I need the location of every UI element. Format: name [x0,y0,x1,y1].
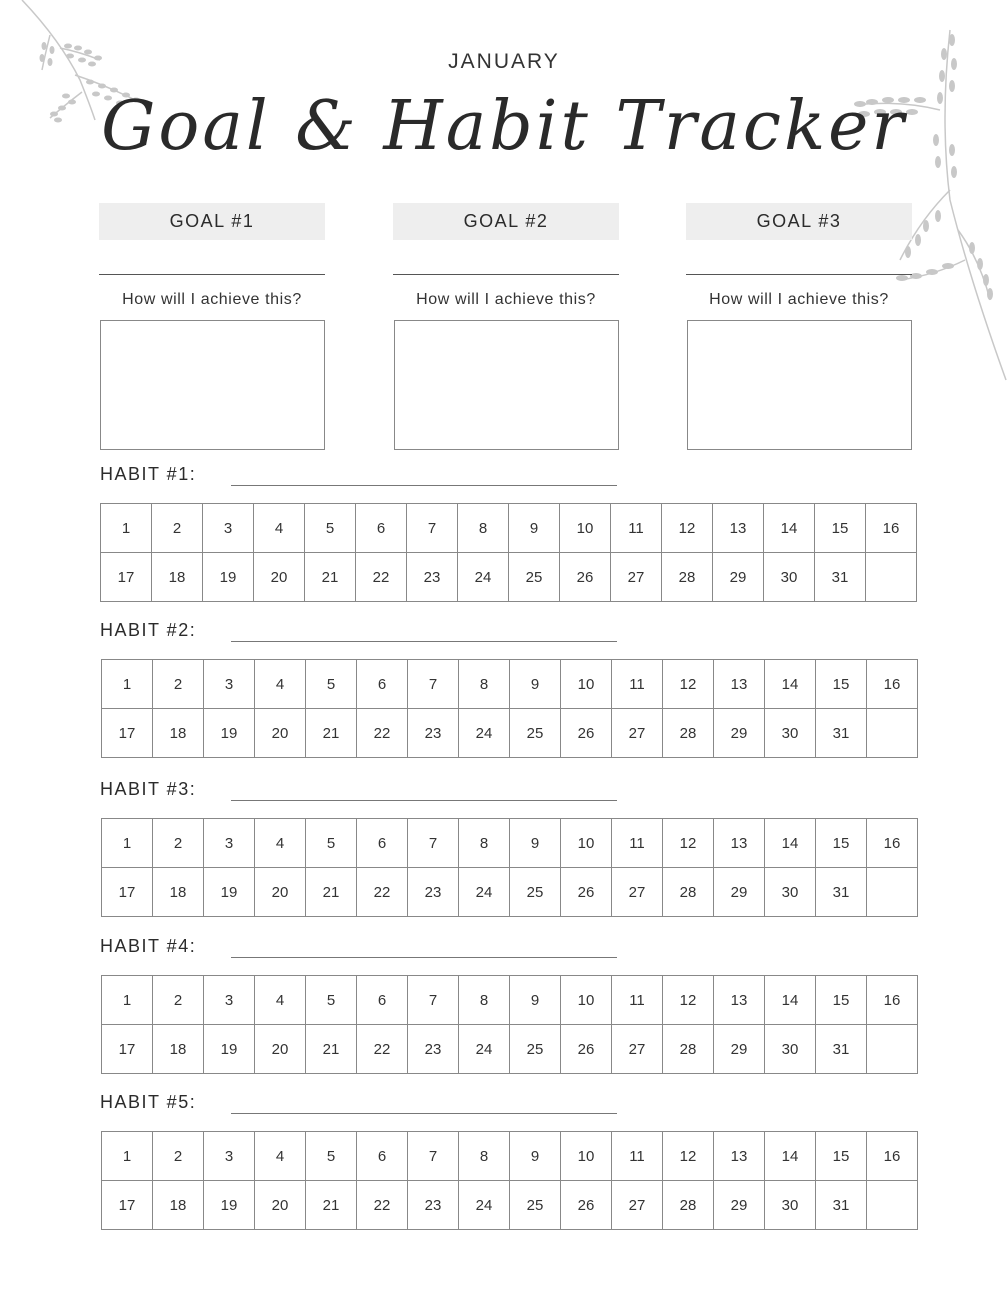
habit-label: HABIT #3: [100,779,197,799]
day-cell[interactable]: 18 [153,1025,204,1074]
day-cell[interactable]: 20 [255,1181,306,1230]
day-cell[interactable]: 25 [509,553,560,602]
day-cell[interactable]: 19 [204,868,255,917]
day-cell[interactable]: 23 [408,1025,459,1074]
day-cell[interactable]: 30 [764,553,815,602]
day-cell[interactable]: 15 [816,819,867,868]
day-cell[interactable]: 8 [459,976,510,1025]
day-cell[interactable]: 16 [867,660,918,709]
day-cell[interactable]: 10 [561,976,612,1025]
day-grid-row [102,868,918,917]
day-cell[interactable]: 5 [306,976,357,1025]
day-cell[interactable]: 8 [459,660,510,709]
day-cell[interactable]: 27 [612,1181,663,1230]
day-cell[interactable]: 13 [713,504,764,553]
day-cell[interactable]: 13 [714,819,765,868]
day-cell[interactable]: 20 [255,1025,306,1074]
day-cell[interactable]: 30 [765,1181,816,1230]
habit-label: HABIT #4: [100,936,197,956]
day-cell[interactable]: 2 [153,1132,204,1181]
day-cell[interactable]: 6 [357,819,408,868]
day-cell[interactable]: 31 [815,553,866,602]
goal-question: How will I achieve this? [122,291,302,308]
day-cell[interactable]: 26 [561,1181,612,1230]
day-cell[interactable]: 10 [561,819,612,868]
habit-4-day-grid [101,975,918,1074]
day-cell[interactable]: 8 [459,1132,510,1181]
day-cell[interactable]: 25 [510,1025,561,1074]
day-cell[interactable]: 6 [357,1132,408,1181]
day-cell[interactable]: 21 [305,553,356,602]
day-cell[interactable]: 16 [867,976,918,1025]
goal-plan-box[interactable] [100,320,325,450]
day-cell[interactable]: 28 [663,868,714,917]
habit-2-day-grid [101,659,918,758]
day-cell[interactable]: 29 [713,553,764,602]
day-cell[interactable]: 13 [714,976,765,1025]
day-cell[interactable]: 26 [561,709,612,758]
day-cell[interactable]: 8 [458,504,509,553]
goal-plan-box[interactable] [687,320,912,450]
day-cell[interactable]: 28 [663,1025,714,1074]
day-cell[interactable]: 26 [561,868,612,917]
day-cell[interactable]: 13 [714,1132,765,1181]
day-cell[interactable]: 5 [306,819,357,868]
day-cell[interactable]: 20 [255,868,306,917]
day-cell[interactable]: 2 [153,819,204,868]
day-cell[interactable]: 7 [408,1132,459,1181]
day-cell[interactable]: 30 [765,868,816,917]
day-cell[interactable]: 19 [204,1025,255,1074]
day-cell[interactable]: 17 [102,868,153,917]
day-cell[interactable]: 29 [714,868,765,917]
day-cell[interactable]: 9 [510,1132,561,1181]
day-cell[interactable]: 6 [357,976,408,1025]
day-cell[interactable]: 18 [153,709,204,758]
day-cell[interactable]: 17 [102,709,153,758]
day-cell[interactable]: 22 [356,553,407,602]
day-cell[interactable]: 4 [255,976,306,1025]
day-cell[interactable]: 9 [509,504,560,553]
day-cell[interactable]: 24 [458,553,509,602]
day-cell[interactable]: 7 [407,504,458,553]
day-cell[interactable]: 14 [765,660,816,709]
day-cell[interactable]: 11 [612,660,663,709]
day-cell[interactable]: 11 [612,1132,663,1181]
day-cell[interactable]: 17 [102,1181,153,1230]
day-cell[interactable]: 14 [765,819,816,868]
day-cell[interactable]: 2 [153,976,204,1025]
goal-question: How will I achieve this? [416,291,596,308]
day-cell[interactable]: 8 [459,819,510,868]
day-cell[interactable]: 26 [560,553,611,602]
day-cell[interactable]: 10 [561,660,612,709]
goal-write-line[interactable] [686,274,912,275]
day-cell[interactable]: 15 [816,1132,867,1181]
day-cell[interactable]: 28 [663,709,714,758]
habit-write-line[interactable] [231,485,617,486]
goal-plan-box[interactable] [394,320,619,450]
habit-label: HABIT #5: [100,1092,197,1112]
day-cell[interactable]: 27 [612,868,663,917]
day-cell[interactable]: 23 [408,709,459,758]
day-grid-row [102,1132,918,1181]
day-cell[interactable]: 31 [816,868,867,917]
habit-3-day-grid [101,818,918,917]
day-cell[interactable] [867,1025,918,1074]
day-cell[interactable]: 16 [867,819,918,868]
day-cell[interactable]: 14 [765,1132,816,1181]
day-cell[interactable]: 17 [101,553,152,602]
day-cell[interactable] [866,553,917,602]
day-cell[interactable]: 11 [612,976,663,1025]
day-cell[interactable]: 12 [663,819,714,868]
day-cell[interactable]: 5 [306,1132,357,1181]
day-cell[interactable]: 2 [153,660,204,709]
day-cell[interactable]: 25 [510,1181,561,1230]
day-cell[interactable] [867,868,918,917]
day-cell[interactable]: 24 [459,709,510,758]
day-cell[interactable]: 3 [204,976,255,1025]
day-cell[interactable]: 9 [510,819,561,868]
day-cell[interactable]: 31 [816,1181,867,1230]
day-cell[interactable]: 1 [101,504,152,553]
day-cell[interactable]: 4 [255,1132,306,1181]
habit-label: HABIT #1: [100,464,197,484]
page-title: Goal & Habit Tracker [101,87,907,166]
day-cell[interactable] [867,709,918,758]
day-cell[interactable]: 19 [204,709,255,758]
day-cell[interactable]: 1 [102,1132,153,1181]
day-cell[interactable]: 26 [561,1025,612,1074]
habit-write-line[interactable] [231,957,617,958]
day-cell[interactable]: 7 [408,660,459,709]
day-cell[interactable]: 4 [255,819,306,868]
habit-label: HABIT #2: [100,620,197,640]
day-cell[interactable]: 18 [152,553,203,602]
day-cell[interactable]: 4 [254,504,305,553]
day-cell[interactable]: 23 [408,868,459,917]
day-cell[interactable]: 29 [714,1025,765,1074]
day-cell[interactable]: 12 [662,504,713,553]
day-cell[interactable]: 5 [305,504,356,553]
day-cell[interactable]: 27 [612,709,663,758]
day-cell[interactable]: 19 [204,1181,255,1230]
goal-question: How will I achieve this? [709,291,889,308]
day-cell[interactable]: 22 [357,709,408,758]
goal-card-1 [99,203,325,450]
day-cell[interactable]: 5 [306,660,357,709]
day-cell[interactable]: 4 [255,660,306,709]
day-cell[interactable]: 11 [611,504,662,553]
goal-card-2 [393,203,619,450]
goal-heading: GOAL #3 [686,203,912,240]
day-grid-row [101,553,917,602]
day-cell[interactable]: 20 [255,709,306,758]
day-cell[interactable]: 22 [357,1025,408,1074]
day-cell[interactable]: 11 [612,819,663,868]
day-cell[interactable]: 3 [204,819,255,868]
goal-write-line[interactable] [393,274,619,275]
day-cell[interactable]: 29 [714,709,765,758]
day-cell[interactable]: 29 [714,1181,765,1230]
day-cell[interactable]: 27 [612,1025,663,1074]
day-cell[interactable]: 27 [611,553,662,602]
day-cell[interactable]: 28 [663,1181,714,1230]
habit-5-day-grid [101,1131,918,1230]
day-cell[interactable]: 23 [408,1181,459,1230]
day-cell[interactable]: 21 [306,1025,357,1074]
day-cell[interactable]: 21 [306,1181,357,1230]
day-cell[interactable]: 28 [662,553,713,602]
day-cell[interactable]: 14 [765,976,816,1025]
day-cell[interactable]: 7 [408,976,459,1025]
day-cell[interactable]: 3 [204,1132,255,1181]
day-cell[interactable]: 24 [459,1181,510,1230]
day-cell[interactable]: 22 [357,1181,408,1230]
day-cell[interactable]: 9 [510,660,561,709]
day-cell[interactable]: 3 [204,660,255,709]
habit-1-day-grid [100,503,917,602]
day-grid-row [102,709,918,758]
habit-write-line[interactable] [231,800,617,801]
day-cell[interactable]: 15 [815,504,866,553]
day-cell[interactable]: 16 [867,1132,918,1181]
day-cell[interactable]: 16 [866,504,917,553]
day-cell[interactable]: 10 [561,1132,612,1181]
day-cell[interactable]: 12 [663,976,714,1025]
day-grid-row [102,660,918,709]
day-cell[interactable]: 9 [510,976,561,1025]
habit-write-line[interactable] [231,641,617,642]
day-cell[interactable]: 24 [459,1025,510,1074]
day-cell[interactable]: 18 [153,868,204,917]
day-cell[interactable]: 25 [510,868,561,917]
day-cell[interactable]: 6 [356,504,407,553]
day-cell[interactable]: 21 [306,868,357,917]
goal-heading: GOAL #2 [393,203,619,240]
day-cell[interactable]: 12 [663,1132,714,1181]
day-cell[interactable]: 6 [357,660,408,709]
day-cell[interactable]: 17 [102,1025,153,1074]
day-cell[interactable]: 30 [765,709,816,758]
day-cell[interactable]: 10 [560,504,611,553]
day-cell[interactable]: 30 [765,1025,816,1074]
day-cell[interactable]: 1 [102,976,153,1025]
day-cell[interactable]: 13 [714,660,765,709]
day-cell[interactable]: 31 [816,709,867,758]
day-grid-row [102,819,918,868]
day-cell[interactable]: 7 [408,819,459,868]
day-grid-row [101,504,917,553]
day-cell[interactable]: 1 [102,660,153,709]
day-cell[interactable]: 31 [816,1025,867,1074]
day-grid-row [102,1025,918,1074]
month-heading: JANUARY [448,50,560,73]
goal-write-line[interactable] [99,274,325,275]
day-cell[interactable]: 22 [357,868,408,917]
day-cell[interactable]: 12 [663,660,714,709]
day-cell[interactable]: 21 [306,709,357,758]
habit-write-line[interactable] [231,1113,617,1114]
day-cell[interactable]: 1 [102,819,153,868]
day-cell[interactable]: 23 [407,553,458,602]
day-grid-row [102,1181,918,1230]
day-cell[interactable]: 15 [816,976,867,1025]
day-cell[interactable] [867,1181,918,1230]
day-cell[interactable]: 3 [203,504,254,553]
day-cell[interactable]: 24 [459,868,510,917]
goal-heading: GOAL #1 [99,203,325,240]
day-cell[interactable]: 19 [203,553,254,602]
day-cell[interactable]: 14 [764,504,815,553]
day-cell[interactable]: 20 [254,553,305,602]
goal-card-3 [686,203,912,450]
day-cell[interactable]: 25 [510,709,561,758]
day-cell[interactable]: 15 [816,660,867,709]
day-cell[interactable]: 2 [152,504,203,553]
day-cell[interactable]: 18 [153,1181,204,1230]
day-grid-row [102,976,918,1025]
